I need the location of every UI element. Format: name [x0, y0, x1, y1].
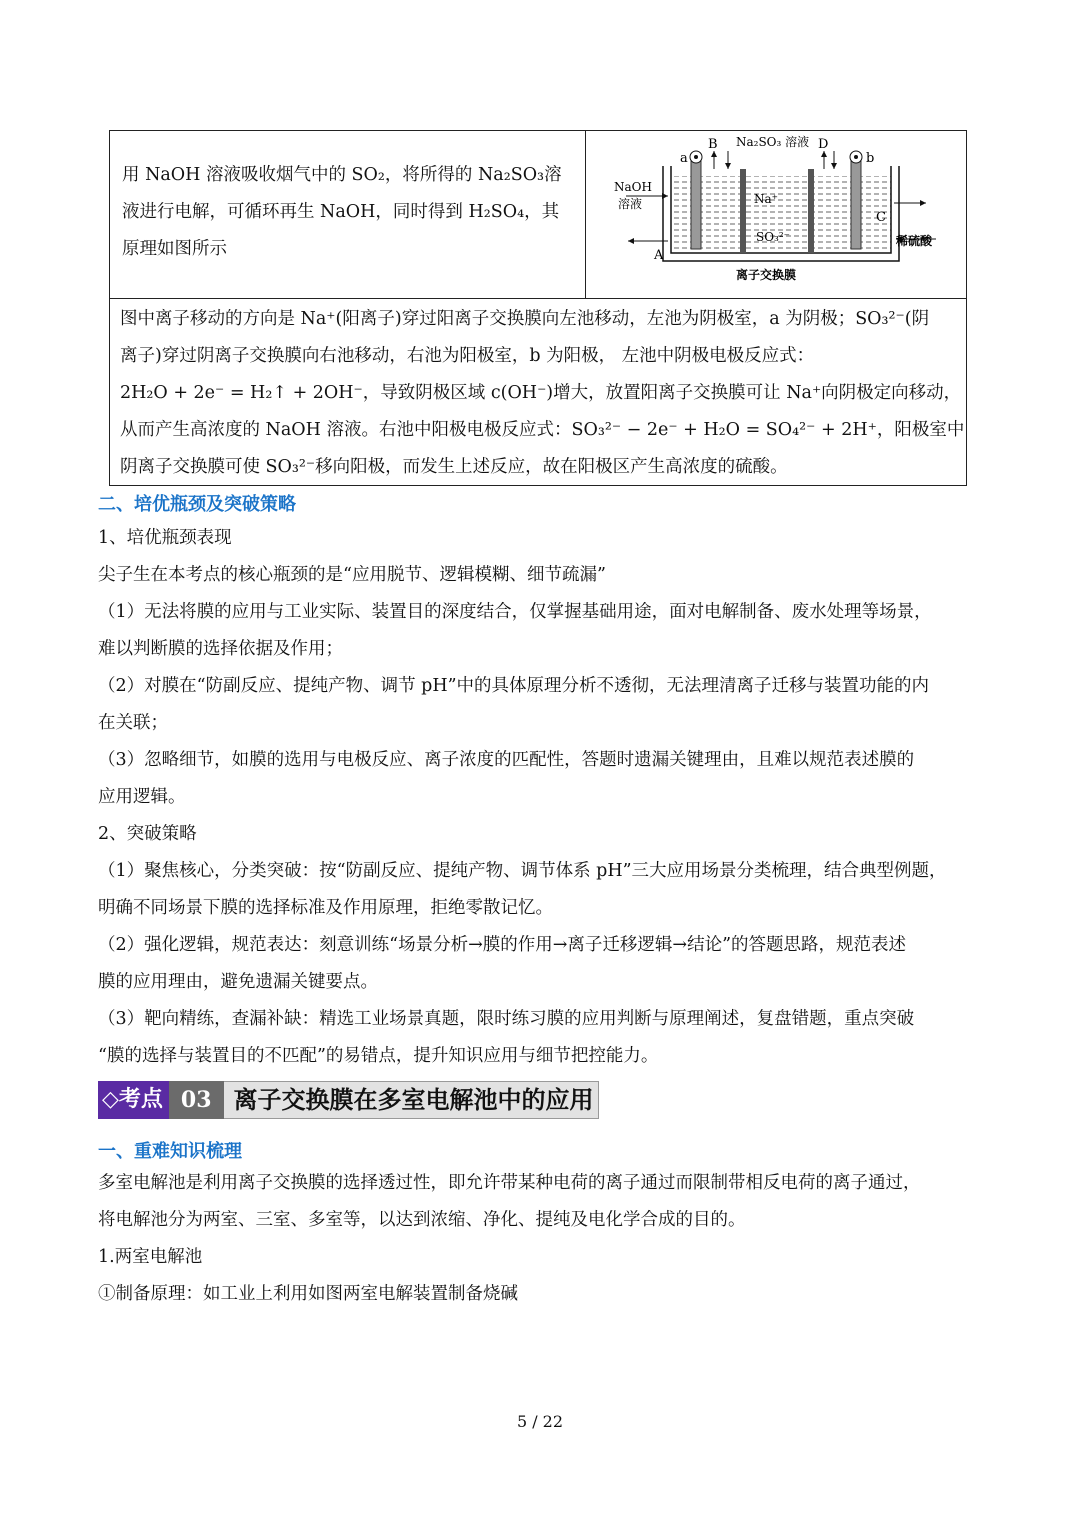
table-cell-description: [110, 131, 586, 298]
paragraph: （3）靶向精练，查漏补缺：精选工业场景真题，限时练习膜的应用判断与原理阐述，复盘错题，重点突破 “膜的选择与装置目的不匹配”的易错点，提升知识应用与细节把控能力。: [98, 1009, 915, 1066]
page-number: 5 / 22: [516, 1412, 564, 1431]
subheading: 2、突破策略: [98, 824, 197, 844]
svg-text:b: b: [866, 151, 875, 166]
svg-text:B: B: [708, 137, 718, 152]
svg-text:溶液: 溶液: [618, 197, 643, 211]
banner-tag: ◇考点: [98, 1081, 169, 1119]
anion-membrane: [808, 169, 814, 253]
subheading: 1.两室电解池: [98, 1247, 203, 1267]
table-cell-diagram: [586, 131, 967, 298]
svg-text:C: C: [876, 210, 886, 225]
table-row: [110, 299, 966, 485]
topic-banner: [98, 1081, 599, 1119]
section-heading: 二、培优瓶颈及突破策略: [98, 494, 296, 515]
svg-text:A: A: [654, 248, 664, 263]
paragraph: （2）对膜在“防副反应、提纯产物、调节 pH”中的具体原理分析不透彻，无法理清离子迁移与装置功能的内 在关联；: [98, 676, 930, 733]
paragraph: 尖子生在本考点的核心瓶颈的是“应用脱节、逻辑模糊、细节疏漏”: [98, 565, 606, 585]
description-text: 用 NaOH 溶液吸收烟气中的 SO₂，将所得的 Na₂SO₃溶 液进行电解，可循环再生 NaOH，同时得到 H₂SO₄，其 原理如图所示: [122, 165, 562, 259]
banner-title: 离子交换膜在多室电解池中的应用: [224, 1081, 599, 1119]
paragraph: （1）聚焦核心，分类突破：按“防副反应、提纯产物、调节体系 pH”三大应用场景分类梳理，结合典型例题， 明确不同场景下膜的选择标准及作用原理，拒绝零散记忆。: [98, 861, 947, 918]
svg-text:Na⁺: Na⁺: [754, 192, 778, 206]
paragraph: （2）强化逻辑，规范表达：刻意训练“场景分析→膜的作用→离子迁移逻辑→结论”的答题思路，规范表述 膜的应用理由，避免遗漏关键要点。: [98, 935, 907, 992]
cathode-electrode: [691, 161, 701, 249]
svg-text:离子交换膜: 离子交换膜: [736, 268, 797, 282]
svg-text:SO₃²⁻: SO₃²⁻: [756, 230, 791, 244]
svg-text:a: a: [680, 151, 688, 166]
svg-text:D: D: [818, 137, 829, 152]
analysis-text: 图中离子移动的方向是 Na⁺(阳离子)穿过阳离子交换膜向左池移动，左池为阴极室，a 为阴极；SO₃²⁻(阴 离子)穿过阴离子交换膜向右池移动，右池为阳极室，b 为阳极， 左池中阴极电极反应式： 2H₂O + 2e⁻ = H₂↑ + 2OH⁻，导致阴极区域 c(OH⁻)增大，放置阳离子交换膜可让 Na⁺向阴极定向移动， 从而产生高浓度的 NaOH 溶液。右池中阳极电极反应式：SO₃²⁻ − 2e⁻ + H₂O = SO₄²⁻ + 2H⁺，阳极室中 阴离子交换膜可使 SO₃²⁻移向阳极，而发生上述反应，故在阳极区产生高浓度的硫酸。: [120, 309, 965, 477]
subheading: 1、培优瓶颈表现: [98, 528, 232, 548]
table-row: [110, 131, 966, 299]
svg-text:稀硫酸: 稀硫酸: [896, 234, 933, 248]
paragraph: 多室电解池是利用离子交换膜的选择透过性，即允许带某种电荷的离子通过而限制带相反电荷的离子通过， 将电解池分为两室、三室、多室等，以达到浓缩、净化、提纯及电化学合成的目的。: [98, 1173, 921, 1230]
paragraph: ①制备原理：如工业上利用如图两室电解装置制备烧碱: [98, 1284, 518, 1304]
cation-membrane: [740, 169, 746, 253]
anode-electrode: [851, 161, 861, 249]
svg-text:NaOH: NaOH: [614, 180, 652, 194]
paragraph: （1）无法将膜的应用与工业实际、装置目的深度结合，仅掌握基础用途，面对电解制备、废水处理等场景， 难以判断膜的选择依据及作用；: [98, 602, 932, 659]
section-heading: 一、重难知识梳理: [98, 1141, 242, 1162]
paragraph: （3）忽略细节，如膜的选用与电极反应、离子浓度的匹配性，答题时遗漏关键理由，且难以规范表述膜的 应用逻辑。: [98, 750, 915, 807]
svg-text:Na₂SO₃ 溶液: Na₂SO₃ 溶液: [736, 135, 810, 149]
electrolysis-cell-diagram: [586, 131, 967, 299]
banner-number: 03: [169, 1081, 224, 1119]
explanation-table: [109, 130, 967, 486]
